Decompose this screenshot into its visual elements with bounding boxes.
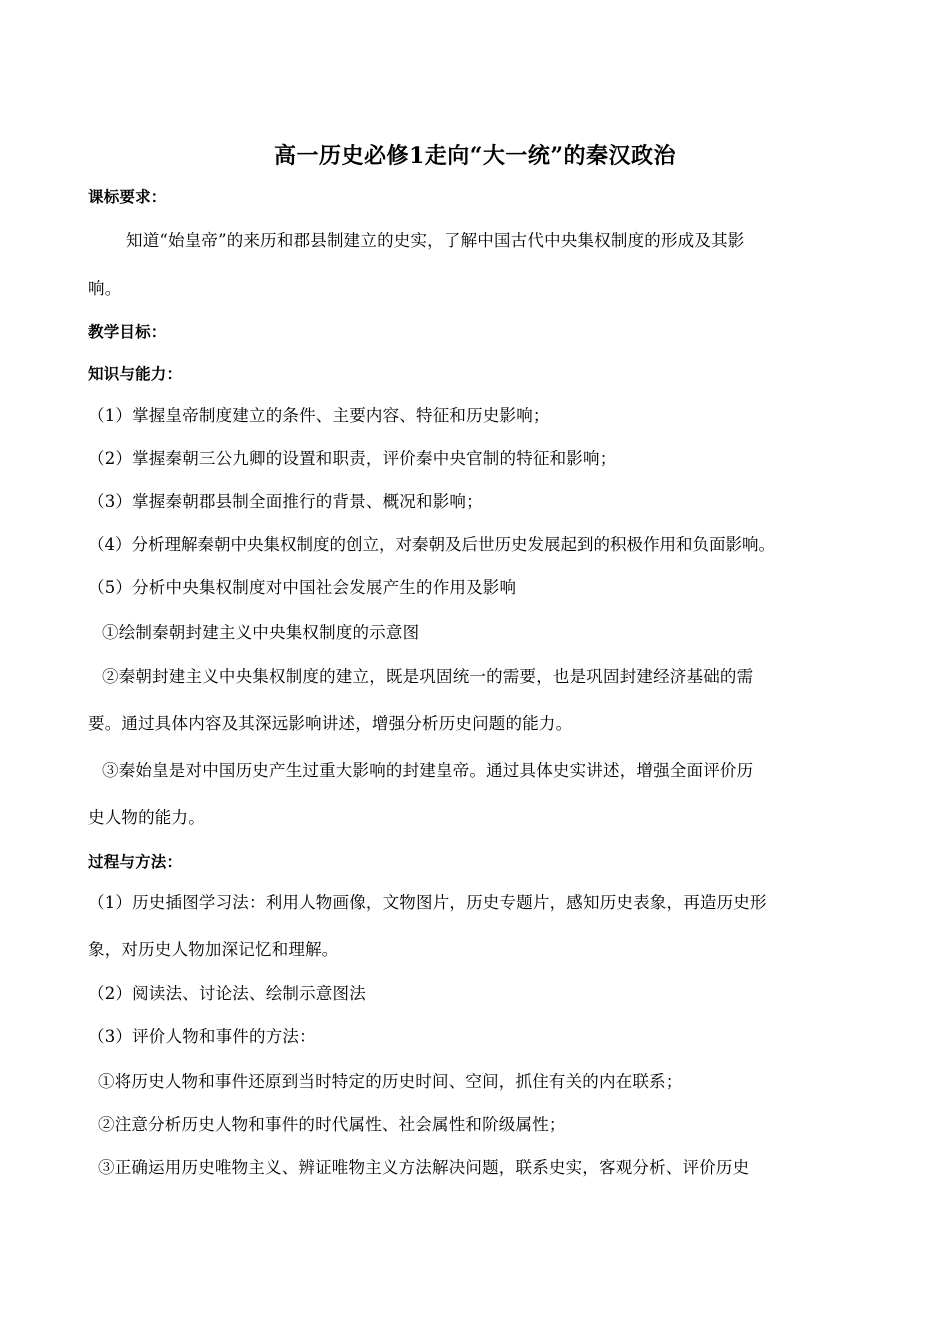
process-subitem: ①将历史人物和事件还原到当时特定的历史时间、空间，抓住有关的内在联系； [98, 1072, 683, 1091]
knowledge-item: （1）掌握皇帝制度建立的条件、主要内容、特征和历史影响； [88, 406, 550, 425]
knowledge-subitem-line: 史人物的能力。 [88, 808, 205, 827]
process-heading: 过程与方法： [88, 853, 183, 871]
process-item-line: 象，对历史人物加深记忆和理解。 [88, 940, 339, 959]
page-title: 高一历史必修1走向“大一统”的秦汉政治 [273, 143, 677, 169]
goals-heading: 教学目标： [88, 323, 167, 341]
knowledge-item: （3）掌握秦朝郡县制全面推行的背景、概况和影响； [88, 492, 483, 511]
knowledge-subitem: ①绘制秦朝封建主义中央集权制度的示意图 [102, 623, 420, 642]
knowledge-subitem: ②秦朝封建主义中央集权制度的建立，既是巩固统一的需要，也是巩固封建经济基础的需 [102, 667, 754, 686]
process-item: （1）历史插图学习法：利用人物画像，文物图片，历史专题片，感知历史表象，再造历史形 [88, 893, 767, 912]
standard-paragraph-line: 知道“始皇帝”的来历和郡县制建立的史实，了解中国古代中央集权制度的形成及其影 [126, 231, 745, 250]
knowledge-heading: 知识与能力： [88, 365, 183, 383]
process-subitem: ③正确运用历史唯物主义、辨证唯物主义方法解决问题，联系史实，客观分析、评价历史 [98, 1158, 750, 1177]
knowledge-item: （4）分析理解秦朝中央集权制度的创立，对秦朝及后世历史发展起到的积极作用和负面影响。 [88, 535, 775, 554]
knowledge-item: （5）分析中央集权制度对中国社会发展产生的作用及影响 [88, 578, 517, 597]
standard-paragraph-line: 响。 [88, 279, 122, 298]
knowledge-subitem-line: 要。通过具体内容及其深远影响讲述，增强分析历史问题的能力。 [88, 714, 573, 733]
process-item: （2）阅读法、讨论法、绘制示意图法 [88, 984, 366, 1003]
standard-heading: 课标要求： [88, 188, 167, 206]
process-item: （3）评价人物和事件的方法： [88, 1027, 316, 1046]
process-subitem: ②注意分析历史人物和事件的时代属性、社会属性和阶级属性； [98, 1115, 566, 1134]
knowledge-item: （2）掌握秦朝三公九卿的设置和职责，评价秦中央官制的特征和影响； [88, 449, 617, 468]
knowledge-subitem: ③秦始皇是对中国历史产生过重大影响的封建皇帝。通过具体史实讲述，增强全面评价历 [102, 761, 754, 780]
